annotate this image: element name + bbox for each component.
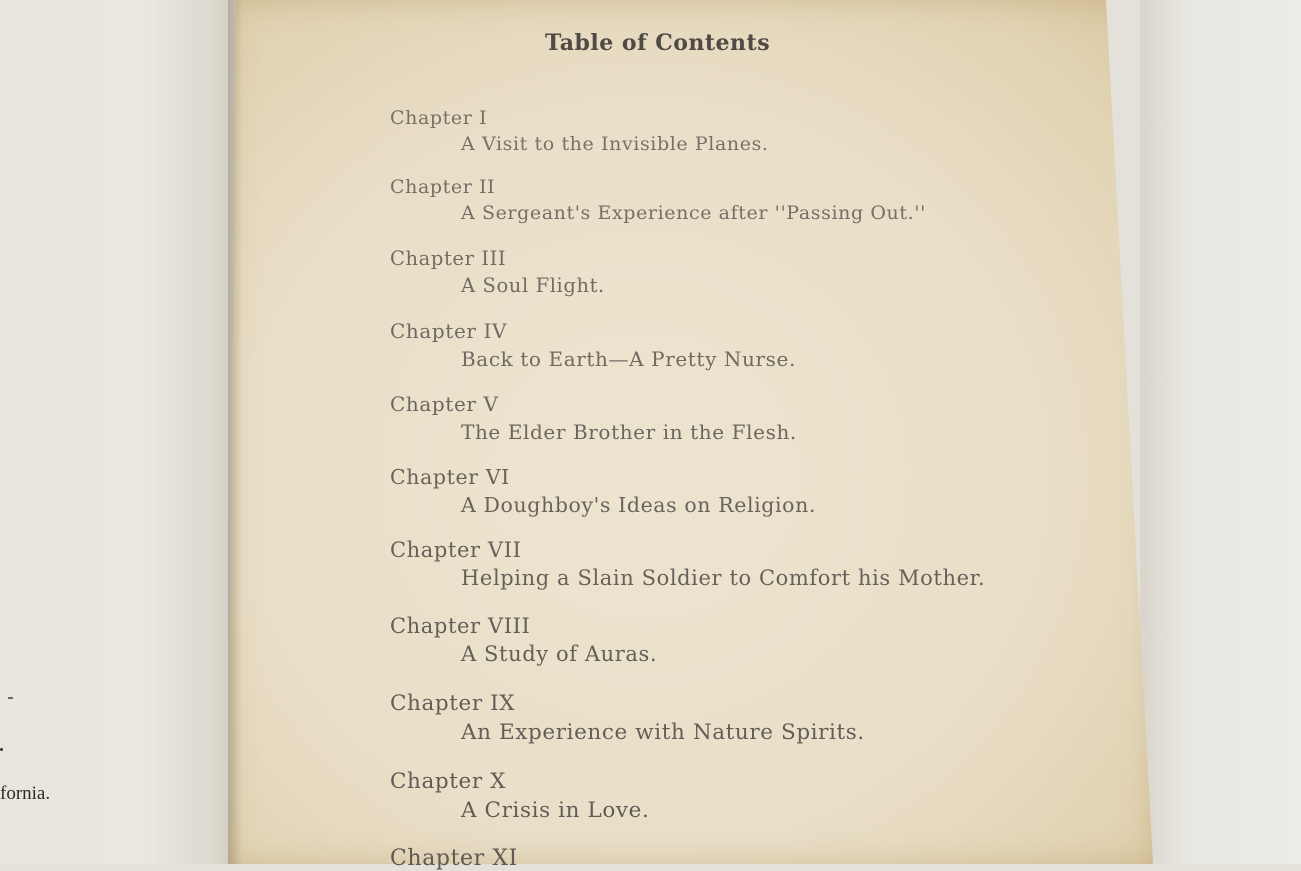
chapter-label: Chapter IV bbox=[390, 319, 508, 343]
toc-entry-11 bbox=[390, 846, 518, 871]
toc-entry-9 bbox=[390, 691, 865, 745]
toc-entry-10 bbox=[390, 769, 649, 823]
ink-mark bbox=[8, 697, 13, 699]
chapter-title: Helping a Slain Soldier to Comfort his Mother. bbox=[461, 566, 986, 590]
page-gutter-shadow bbox=[228, 0, 242, 864]
chapter-title: A Sergeant's Experience after ''Passing Out.'' bbox=[461, 202, 926, 224]
toc-entry-5 bbox=[390, 392, 797, 444]
toc-entry-6 bbox=[390, 465, 816, 517]
chapter-title: A Crisis in Love. bbox=[461, 798, 650, 823]
left-page-text-fragment: fornia. bbox=[0, 783, 51, 804]
chapter-title: Back to Earth—A Pretty Nurse. bbox=[461, 347, 796, 371]
toc-entry-4 bbox=[390, 319, 796, 371]
toc-entry-2 bbox=[390, 176, 926, 224]
chapter-label: Chapter VIII bbox=[390, 614, 531, 638]
chapter-label: Chapter VII bbox=[390, 538, 522, 562]
chapter-title: A Soul Flight. bbox=[461, 274, 605, 297]
toc-entry-7 bbox=[390, 538, 985, 590]
chapter-label: Chapter III bbox=[390, 247, 507, 270]
page-title: Table of Contents bbox=[545, 30, 771, 56]
chapter-title: An Experience with Nature Spirits. bbox=[461, 720, 865, 745]
ink-dot bbox=[0, 748, 3, 751]
toc-entry-3 bbox=[390, 247, 605, 297]
chapter-title: A Study of Auras. bbox=[461, 642, 658, 666]
chapter-label: Chapter V bbox=[390, 392, 499, 416]
toc-entry-8 bbox=[390, 614, 657, 666]
toc-entry-1 bbox=[390, 107, 769, 155]
chapter-title: The Elder Brother in the Flesh. bbox=[461, 420, 797, 444]
chapter-label: Chapter IX bbox=[390, 691, 516, 716]
chapter-title: A Doughboy's Ideas on Religion. bbox=[461, 493, 817, 517]
chapter-label: Chapter X bbox=[390, 769, 507, 794]
chapter-label: Chapter II bbox=[390, 176, 496, 198]
left-page bbox=[0, 0, 236, 864]
chapter-label: Chapter XI bbox=[390, 846, 518, 871]
chapter-label: Chapter VI bbox=[390, 465, 510, 489]
chapter-title: A Visit to the Invisible Planes. bbox=[461, 133, 769, 155]
chapter-label: Chapter I bbox=[390, 107, 488, 129]
background-surface bbox=[1140, 0, 1301, 864]
